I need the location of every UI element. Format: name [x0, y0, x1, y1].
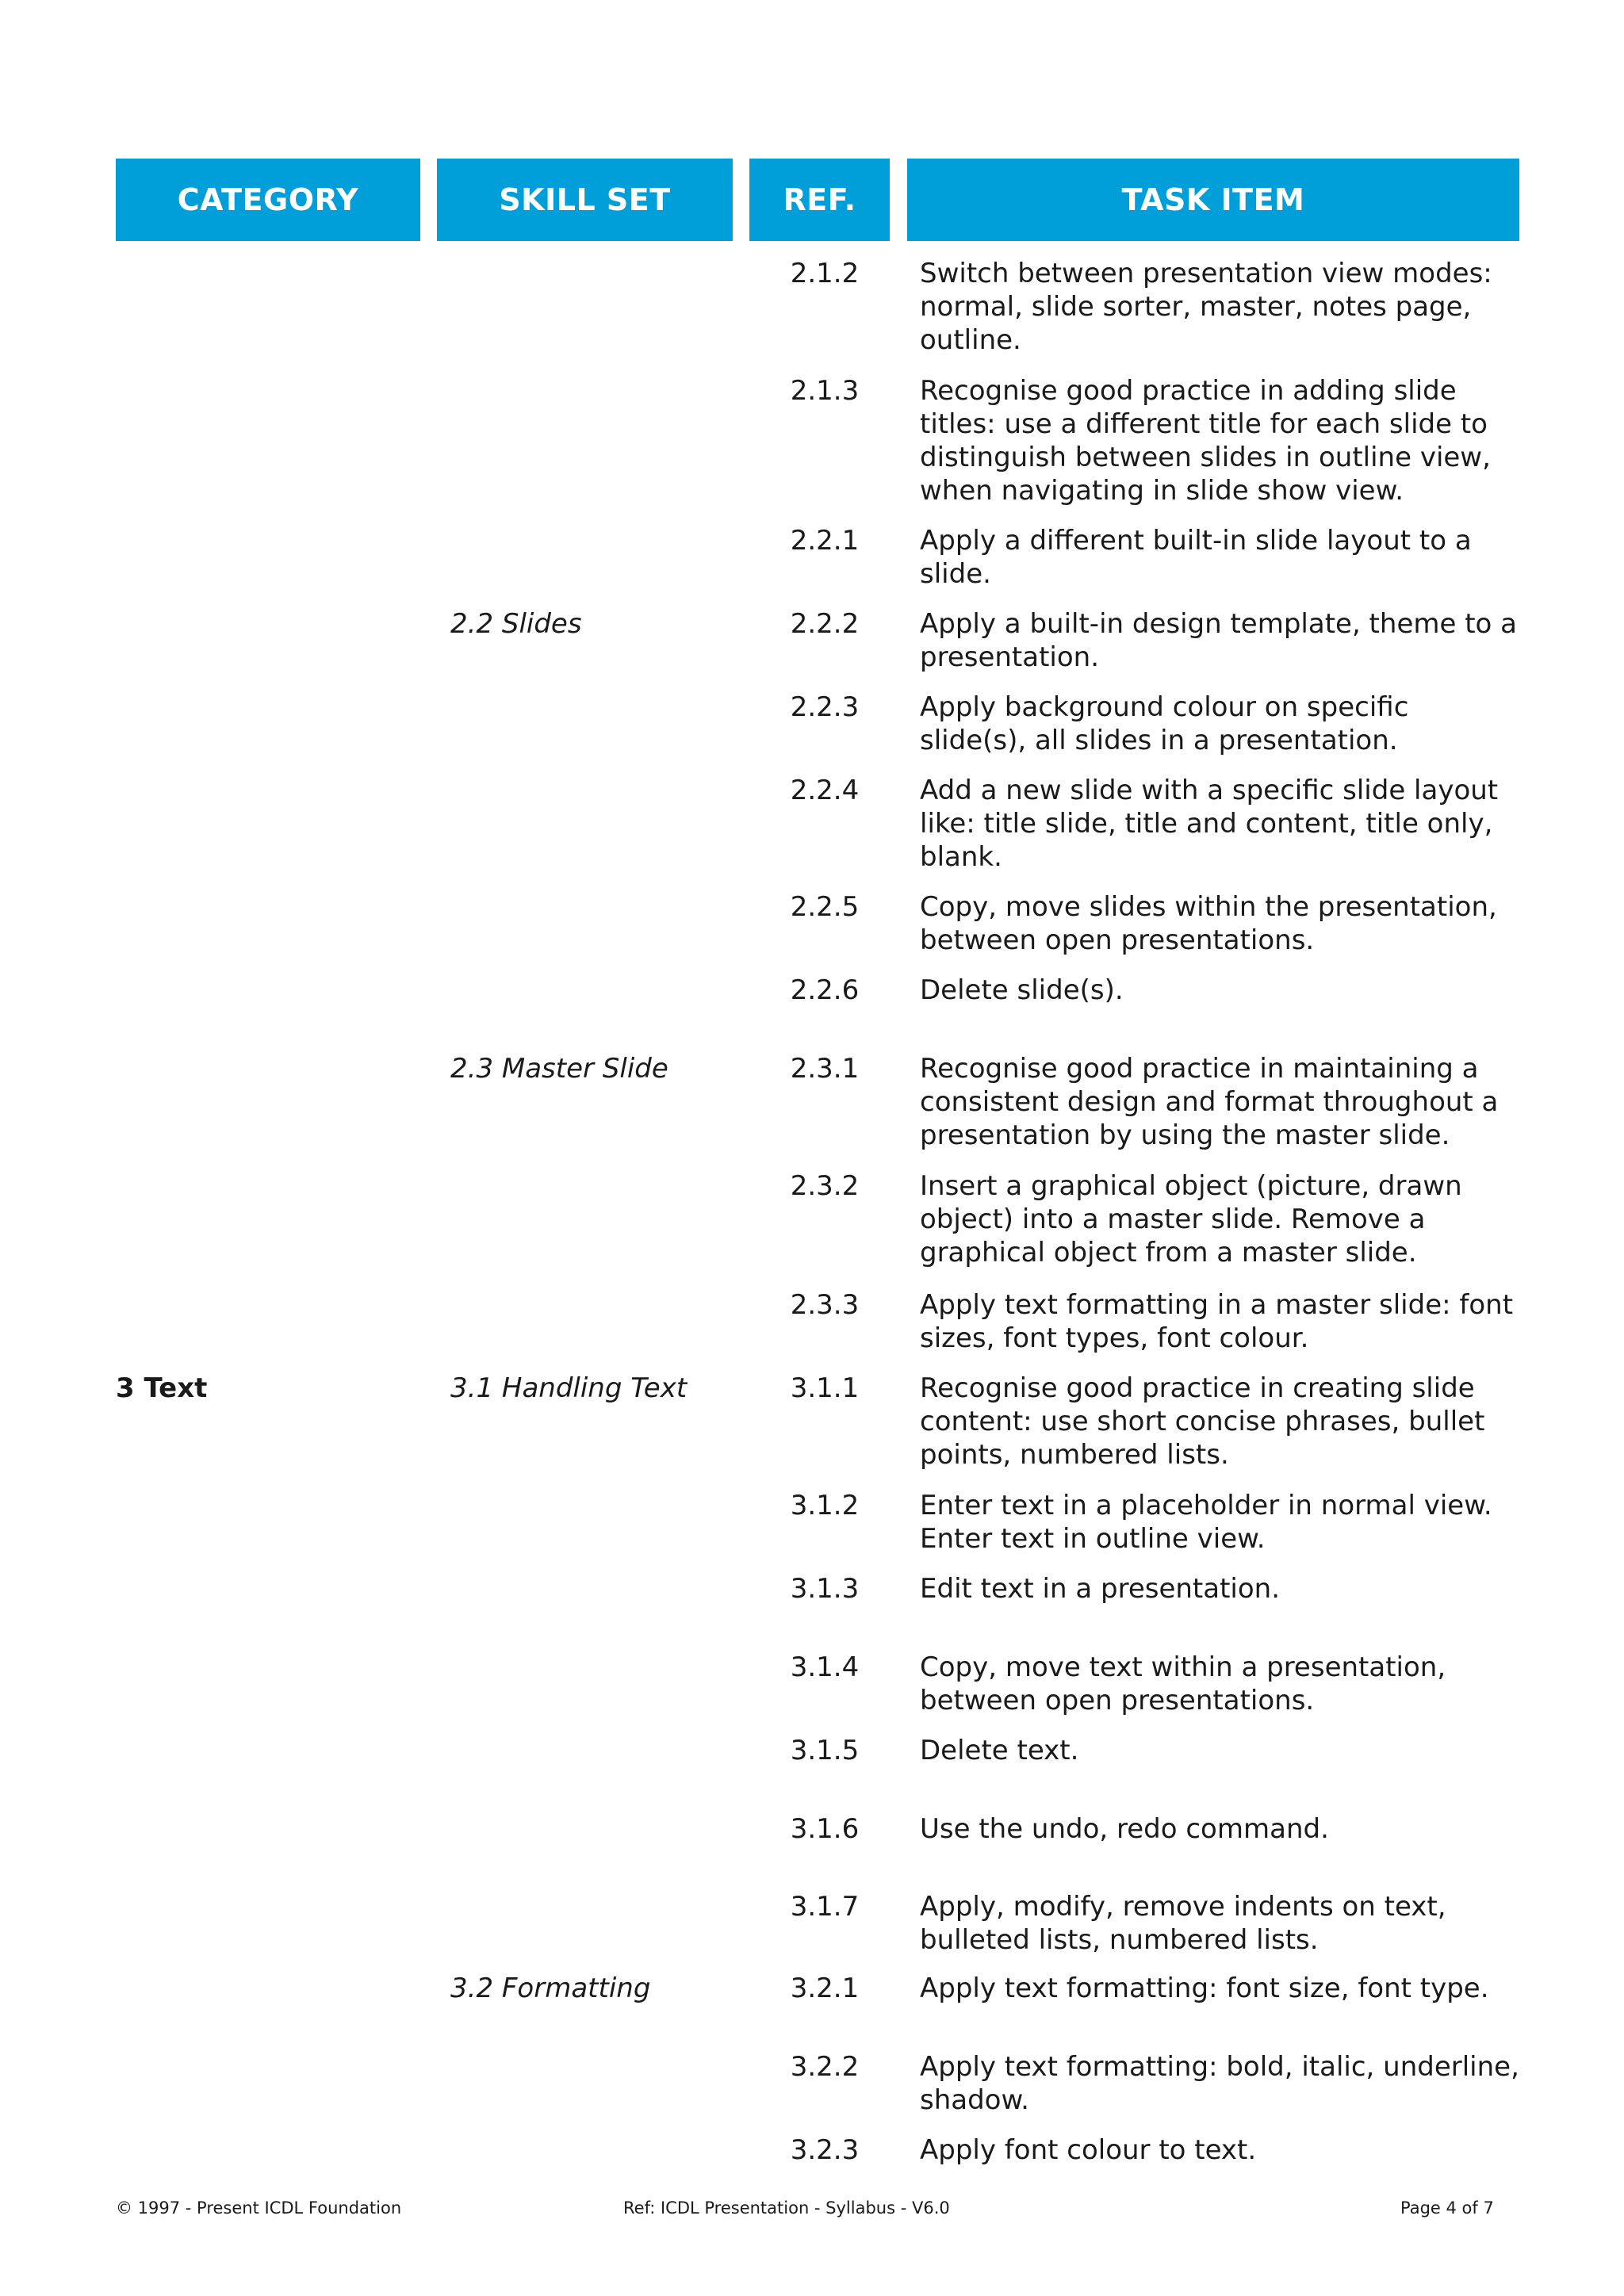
task-cell: Apply a built-in design template, theme to a presentation. — [920, 608, 1517, 673]
ref-cell: 3.2.1 — [790, 1973, 860, 2004]
task-cell: Add a new slide with a specific slide layout like: title slide, title and content, title only, blank. — [920, 775, 1499, 873]
task-cell: Apply a different built-in slide layout to a slide. — [920, 525, 1472, 590]
ref-cell: 2.2.6 — [790, 974, 860, 1006]
task-cell: Copy, move slides within the presentation, between open presentations. — [920, 891, 1497, 956]
task-cell: Switch between presentation view modes: normal, slide sorter, master, notes page, outline. — [920, 258, 1492, 356]
ref-cell: 3.2.2 — [790, 2051, 860, 2083]
footer-copyright: © 1997 - Present ICDL Foundation — [116, 2198, 402, 2218]
footer-ref: Ref: ICDL Presentation - Syllabus - V6.0 — [623, 2198, 950, 2218]
task-cell: Recognise good practice in maintaining a consistent design and format throughout a presentation by using the master slide. — [920, 1053, 1499, 1151]
header-task-item-label: TASK ITEM — [1121, 182, 1305, 217]
category-label: 3 Text — [116, 1372, 208, 1404]
ref-cell: 3.1.5 — [790, 1735, 860, 1766]
task-cell: Apply background colour on specific slide(s), all slides in a presentation. — [920, 691, 1409, 756]
task-cell: Recognise good practice in adding slide titles: use a different title for each slide to distinguish between slides in outline view, when navigating in slide show view. — [920, 375, 1491, 507]
ref-cell: 3.1.4 — [790, 1651, 860, 1683]
task-cell: Use the undo, redo command. — [920, 1813, 1329, 1845]
ref-cell: 3.1.7 — [790, 1891, 860, 1923]
ref-cell: 2.2.4 — [790, 775, 860, 806]
ref-cell: 2.1.3 — [790, 375, 860, 407]
ref-cell: 2.3.3 — [790, 1289, 860, 1321]
task-cell: Recognise good practice in creating slide content: use short concise phrases, bullet points, numbered lists. — [920, 1372, 1485, 1471]
task-cell: Apply font colour to text. — [920, 2134, 1257, 2166]
ref-cell: 2.1.2 — [790, 258, 860, 289]
header-skill-set-label: SKILL SET — [499, 182, 671, 217]
skill-set-label: 3.2 Formatting — [450, 1973, 651, 2004]
task-cell: Apply text formatting in a master slide: font sizes, font types, font colour. — [920, 1289, 1514, 1354]
task-cell: Delete text. — [920, 1735, 1079, 1766]
task-cell: Insert a graphical object (picture, drawn object) into a master slide. Remove a graphical object from a master slide. — [920, 1170, 1462, 1269]
skill-set-label: 2.2 Slides — [450, 608, 582, 640]
ref-cell: 2.2.2 — [790, 608, 860, 640]
task-cell: Enter text in a placeholder in normal view. Enter text in outline view. — [920, 1490, 1492, 1555]
task-cell: Apply text formatting: font size, font type. — [920, 1973, 1489, 2004]
ref-cell: 3.1.6 — [790, 1813, 860, 1845]
ref-cell: 3.1.1 — [790, 1372, 860, 1404]
ref-cell: 2.2.3 — [790, 691, 860, 723]
ref-cell: 2.3.1 — [790, 1053, 860, 1085]
task-cell: Edit text in a presentation. — [920, 1573, 1281, 1605]
footer-page-number: Page 4 of 7 — [1400, 2198, 1494, 2218]
skill-set-label: 2.3 Master Slide — [450, 1053, 668, 1085]
ref-cell: 2.2.1 — [790, 525, 860, 557]
header-ref-label: REF. — [783, 182, 856, 217]
task-cell: Apply, modify, remove indents on text, bulleted lists, numbered lists. — [920, 1891, 1446, 1956]
task-cell: Copy, move text within a presentation, between open presentations. — [920, 1651, 1446, 1716]
header-category-label: CATEGORY — [177, 182, 359, 217]
ref-cell: 3.2.3 — [790, 2134, 860, 2166]
task-cell: Apply text formatting: bold, italic, underline, shadow. — [920, 2051, 1519, 2116]
ref-cell: 3.1.2 — [790, 1490, 860, 1521]
ref-cell: 2.2.5 — [790, 891, 860, 923]
task-cell: Delete slide(s). — [920, 974, 1124, 1006]
ref-cell: 2.3.2 — [790, 1170, 860, 1202]
ref-cell: 3.1.3 — [790, 1573, 860, 1605]
skill-set-label: 3.1 Handling Text — [450, 1372, 688, 1404]
